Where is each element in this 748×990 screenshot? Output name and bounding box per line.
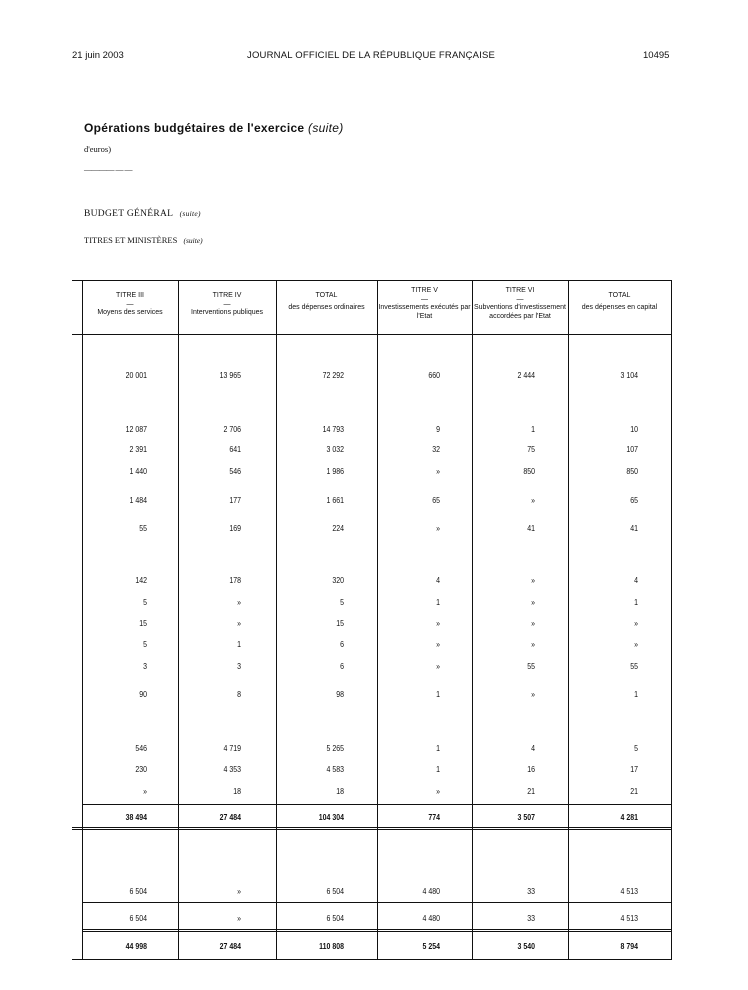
table-cell: » — [237, 597, 241, 607]
column-header-title: TITRE III — [116, 292, 144, 299]
table-total-cell: 27 484 — [219, 812, 241, 822]
budget-heading-text: BUDGET GÉNÉRAL — [84, 209, 173, 219]
table-cell: 13 965 — [219, 370, 241, 380]
column-header-dash: — — [516, 295, 524, 303]
table-cell: 4 513 — [620, 886, 638, 896]
table-cell: 65 — [432, 495, 440, 505]
table-cell: 178 — [229, 575, 241, 585]
table-cell: 2 444 — [517, 370, 535, 380]
table-cell: » — [531, 575, 535, 585]
table-cell: » — [531, 689, 535, 699]
table-cell: » — [436, 639, 440, 649]
table-cell: 4 480 — [422, 913, 440, 923]
table-cell: 33 — [527, 913, 535, 923]
table-rule — [72, 829, 672, 830]
column-header-description: des dépenses en capital — [581, 303, 658, 311]
column-header-dash: — — [421, 295, 428, 303]
table-cell: 21 — [527, 786, 535, 796]
table-cell: 546 — [135, 743, 147, 753]
table-cell: 4 513 — [620, 913, 638, 923]
table-cell: 55 — [527, 661, 535, 671]
table-total-cell: 4 281 — [620, 812, 638, 822]
table-cell: 660 — [428, 370, 440, 380]
table-cell: 33 — [527, 886, 535, 896]
table-cell: » — [237, 913, 241, 923]
titres-heading-suffix: (suite) — [183, 236, 203, 245]
column-header-description: des dépenses ordinaires — [288, 303, 365, 311]
table-cell: 1 — [436, 743, 440, 753]
column-divider — [377, 280, 378, 959]
column-header-title: TOTAL — [608, 292, 631, 299]
column-header-dash: — — [126, 300, 134, 308]
table-cell: » — [436, 466, 440, 476]
table-cell: » — [436, 786, 440, 796]
table-cell: 4 353 — [223, 764, 241, 774]
table-cell: 1 — [531, 424, 535, 434]
table-total-cell: 774 — [428, 812, 440, 822]
table-cell: 18 — [233, 786, 241, 796]
unit-label: d'euros) — [84, 144, 112, 154]
column-header — [472, 287, 568, 321]
column-header — [568, 292, 671, 312]
table-cell: 6 504 — [129, 913, 147, 923]
header-journal-title: JOURNAL OFFICIEL DE LA RÉPUBLIQUE FRANÇAISE — [247, 50, 496, 61]
table-cell: 12 087 — [125, 424, 147, 434]
table-cell: 4 — [436, 575, 440, 585]
table-cell: 75 — [527, 444, 535, 454]
table-cell: 72 292 — [322, 370, 344, 380]
table-total-cell: 104 304 — [318, 812, 344, 822]
table-cell: 1 986 — [326, 466, 344, 476]
table-total-cell: 110 808 — [319, 941, 344, 951]
column-divider — [568, 280, 569, 959]
table-cell: 10 — [630, 424, 638, 434]
table-cell: » — [436, 618, 440, 628]
column-divider — [82, 280, 83, 959]
table-cell: 5 — [340, 597, 344, 607]
column-header-description: Subventions d'investissement accordées par l'Etat — [474, 304, 566, 320]
table-cell: 3 — [143, 661, 147, 671]
table-cell: 1 484 — [129, 495, 147, 505]
table-cell: 6 504 — [326, 913, 344, 923]
table-cell: 224 — [332, 523, 344, 533]
table-cell: 18 — [336, 786, 344, 796]
table-cell: 16 — [527, 764, 535, 774]
section-title-suffix: (suite) — [308, 121, 344, 135]
section-title-text: Opérations budgétaires de l'exercice — [84, 121, 305, 135]
unit-rule: ———— — — — [84, 165, 132, 174]
table-cell: 17 — [630, 764, 638, 774]
header-page-number: 10495 — [643, 50, 670, 61]
table-cell: 6 — [340, 661, 344, 671]
column-divider — [472, 280, 473, 959]
header-date: 21 juin 2003 — [72, 50, 124, 61]
table-cell: 6 504 — [326, 886, 344, 896]
table-cell: » — [634, 639, 638, 649]
column-header-description: Investissements exécutés par l'Etat — [378, 304, 471, 320]
table-cell: 850 — [523, 466, 535, 476]
table-cell: 5 265 — [326, 743, 344, 753]
table-cell: » — [436, 661, 440, 671]
table-cell: 5 — [143, 639, 147, 649]
table-cell: 4 — [634, 575, 638, 585]
table-cell: 2 391 — [129, 444, 147, 454]
table-total-cell: 27 484 — [219, 941, 241, 951]
table-cell: 32 — [432, 444, 440, 454]
table-cell: » — [531, 495, 535, 505]
table-cell: 230 — [135, 764, 147, 774]
table-cell: 4 — [531, 743, 535, 753]
table-cell: 3 104 — [620, 370, 638, 380]
column-divider — [671, 280, 672, 959]
table-cell: » — [531, 597, 535, 607]
table-cell: 850 — [626, 466, 638, 476]
table-cell: 1 — [634, 689, 638, 699]
table-total-cell: 8 794 — [620, 941, 638, 951]
table-cell: 1 — [436, 689, 440, 699]
table-cell: 65 — [630, 495, 638, 505]
table-cell: 4 583 — [326, 764, 344, 774]
table-cell: 6 — [340, 639, 344, 649]
column-header — [178, 292, 276, 318]
table-cell: 55 — [139, 523, 147, 533]
table-cell: 1 — [436, 764, 440, 774]
table-cell: » — [436, 523, 440, 533]
table-cell: 142 — [135, 575, 147, 585]
table-cell: » — [237, 618, 241, 628]
table-total-cell: 38 494 — [125, 812, 147, 822]
column-header-dash: — — [223, 300, 231, 308]
table-cell: 3 032 — [326, 444, 344, 454]
titres-heading-text: TITRES ET MINISTÈRES — [84, 235, 178, 245]
column-divider — [276, 280, 277, 959]
table-rule — [72, 959, 672, 960]
table-cell: » — [143, 786, 147, 796]
table-total-cell: 5 254 — [422, 941, 440, 951]
table-cell: 641 — [229, 444, 241, 454]
column-header — [82, 292, 178, 318]
table-cell: 5 — [143, 597, 147, 607]
table-cell: 21 — [630, 786, 638, 796]
table-cell: 1 — [237, 639, 241, 649]
table-cell: 55 — [630, 661, 638, 671]
table-cell: 177 — [229, 495, 241, 505]
column-header-title: TOTAL — [315, 292, 338, 299]
table-cell: 5 — [634, 743, 638, 753]
column-header-title: TITRE VI — [505, 287, 535, 294]
table-cell: 41 — [630, 523, 638, 533]
table-total-cell: 3 507 — [517, 812, 535, 822]
table-cell: 98 — [336, 689, 344, 699]
table-rule — [72, 280, 672, 281]
table-cell: 6 504 — [129, 886, 147, 896]
table-rule — [72, 827, 672, 828]
table-cell: 1 — [634, 597, 638, 607]
column-header — [276, 292, 377, 312]
column-header-description: Moyens des services — [97, 309, 163, 316]
table-cell: 90 — [139, 689, 147, 699]
table-cell: 107 — [626, 444, 638, 454]
table-cell: 4 719 — [223, 743, 241, 753]
table-cell: » — [237, 886, 241, 896]
table-cell: 15 — [139, 618, 147, 628]
budget-heading-suffix: (suite) — [179, 209, 201, 218]
table-cell: 15 — [336, 618, 344, 628]
table-cell: 9 — [436, 424, 440, 434]
column-header-description: Interventions publiques — [191, 309, 263, 316]
table-cell: 8 — [237, 689, 241, 699]
table-cell: » — [531, 618, 535, 628]
table-cell: 1 661 — [326, 495, 344, 505]
column-header — [377, 287, 472, 321]
column-header-title: TITRE V — [411, 287, 438, 294]
table-total-cell: 3 540 — [517, 941, 535, 951]
table-total-cell: 44 998 — [125, 941, 147, 951]
table-cell: 4 480 — [422, 886, 440, 896]
table-cell: » — [531, 639, 535, 649]
column-header-title: TITRE IV — [212, 292, 242, 299]
table-cell: 3 — [237, 661, 241, 671]
column-divider — [178, 280, 179, 959]
table-cell: 169 — [229, 523, 241, 533]
table-cell: 41 — [527, 523, 535, 533]
table-cell: 1 440 — [129, 466, 147, 476]
table-cell: 2 706 — [223, 424, 241, 434]
table-rule — [72, 334, 672, 335]
table-cell: 546 — [229, 466, 241, 476]
table-cell: 14 793 — [322, 424, 344, 434]
table-cell: » — [634, 618, 638, 628]
table-cell: 320 — [332, 575, 344, 585]
table-cell: 1 — [436, 597, 440, 607]
table-cell: 20 001 — [125, 370, 147, 380]
